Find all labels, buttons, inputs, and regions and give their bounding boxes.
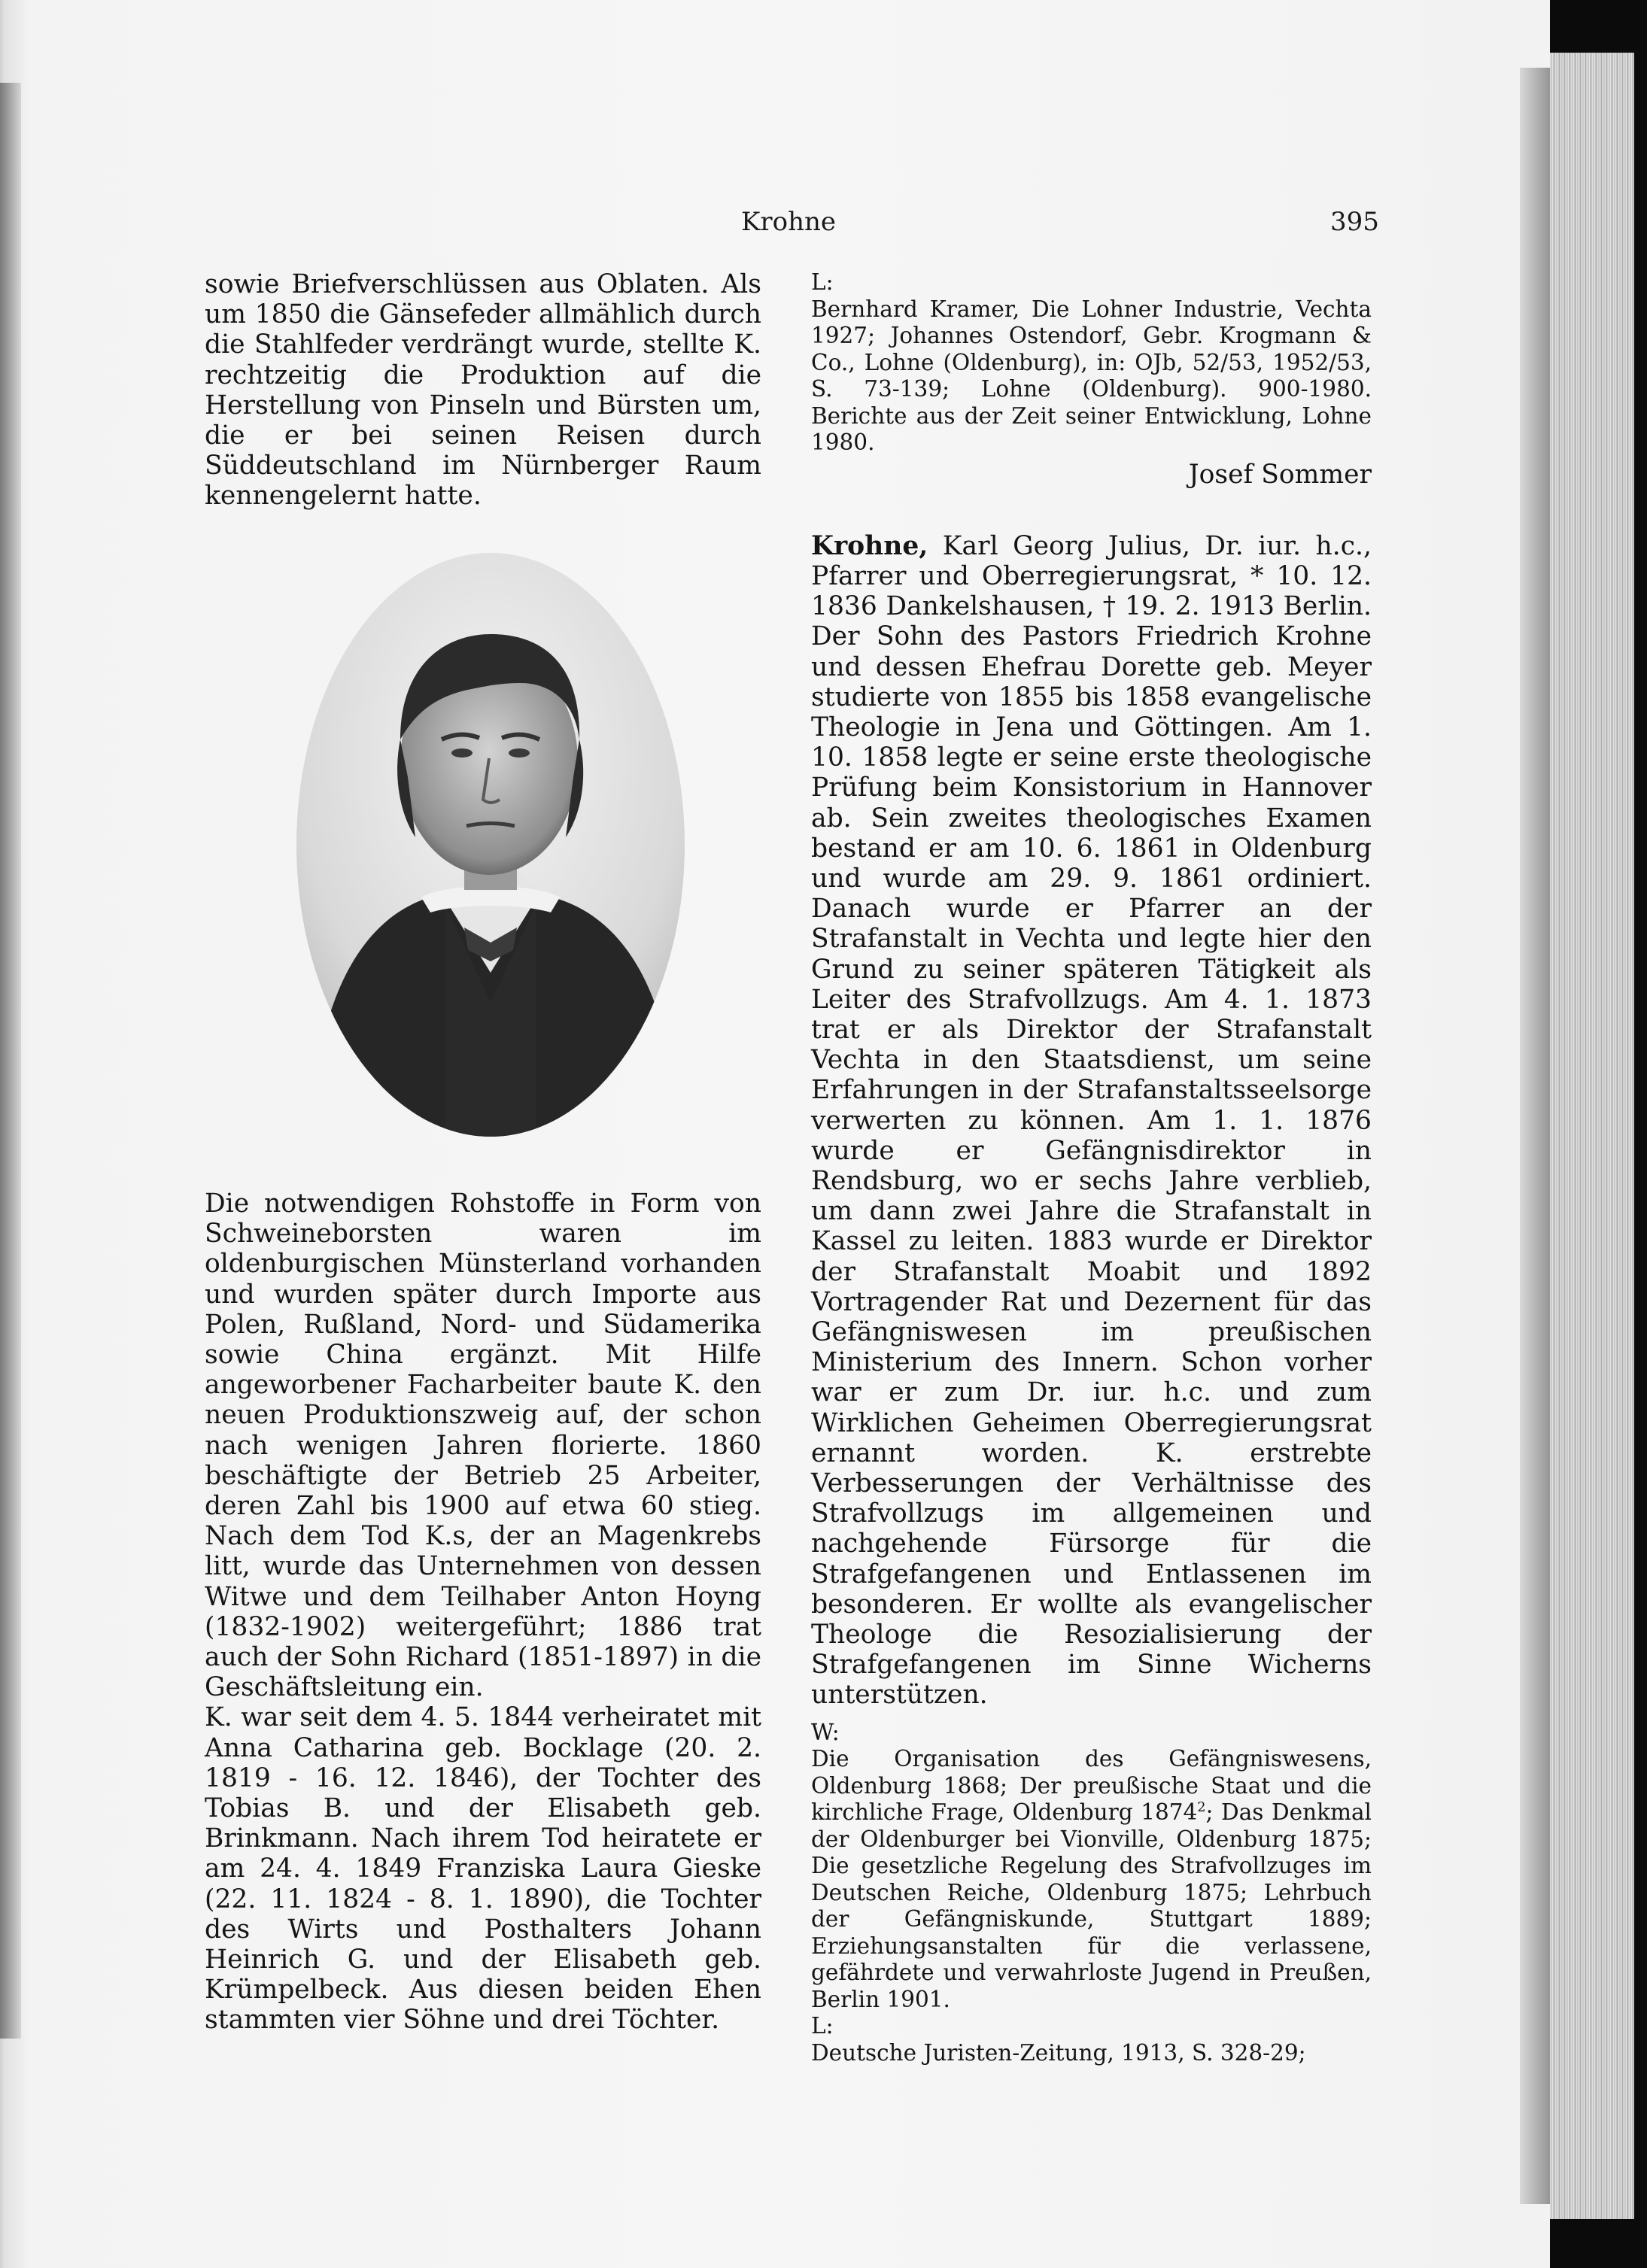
paragraph: sowie Briefverschlüssen aus Oblaten. Als um 1850 die Gänsefeder allmählich durch die Stahlfeder verdrängt wurde, stellte K. rechtzeitig die Produktion auf die Herstellung von Pinseln und Bürsten um, die er bei seinen Reisen durch Süddeutschland im Nürnberger Raum kennengelernt hatte. [205,269,761,512]
literature-text-2: Deutsche Juristen-Zeitung, 1913, S. 328-29; [811,2039,1306,2066]
book-page-edges [1550,53,1634,2219]
literature-block [811,269,1372,457]
right-column [811,269,1372,2066]
entry-paragraph [811,531,1372,1711]
literature-label: L: [811,269,834,295]
paragraph: K. war seit dem 4. 5. 1844 verheiratet mit Anna Catharina geb. Bocklage (20. 2. 1819 - 16. 12. 1846), der Tochter des Tobias B. und der Elisabeth geb. Brinkmann. Nach ihrem Tod heiratete er am 24. 4. 1849 Franziska Laura Gieske (22. 11. 1824 - 8. 1. 1890), die Tochter des Wirts und Posthalters Johann Heinrich G. und der Elisabeth geb. Krümpelbeck. Aus diesen beiden Ehen stammten vier Söhne und drei Töchter. [205,1702,761,2036]
left-column-bottom [205,1189,761,2036]
left-column-top [205,269,761,512]
works-text: Die Organisation des Gefängniswesens, Oldenburg 1868; Der preußische Staat und die kirchliche Frage, Oldenburg 1874$^2$; Das Denkmal der Oldenburger bei Vionville, Oldenburg 1875; Die gesetzliche Regelung des Strafvollzuges im Deutschen Reiche, Oldenburg 1875; Lehrbuch der Gefängniskunde, Stuttgart 1889; Erziehungsanstalten für die verlassene, gefährdete und verwahrloste Jugend in Preußen, Berlin 1901. [811,1746,1372,2012]
page-number: 395 [1330,207,1379,237]
literature-text: Bernhard Kramer, Die Lohner Industrie, Vechta 1927; Johannes Ostendorf, Gebr. Krogmann & Co., Lohne (Oldenburg), in: OJb, 52/53, 1952/53, S. 73-139; Lohne (Oldenburg). 900-1980. Berichte aus der Zeit seiner Entwicklung, Lohne 1980. [811,296,1372,455]
author-signature: Josef Sommer [1188,459,1372,490]
page-edge-shadow [1520,68,1553,2204]
works-block [811,1720,1372,2067]
entry-headword: Krohne, [811,530,928,561]
running-header: Krohne [741,207,837,237]
binding-shadow [0,83,21,2039]
entry-text: Karl Georg Julius, Dr. iur. h.c., Pfarrer und Oberregierungsrat, * 10. 12. 1836 Dankelshausen, † 19. 2. 1913 Berlin. Der Sohn des Pastors Friedrich Krohne und dessen Ehefrau Dorette geb. Meyer studierte von 1855 bis 1858 evangelische Theologie in Jena und Göttingen. Am 1. 10. 1858 legte er seine erste theologische Prüfung beim Konsistorium in Hannover ab. Sein zweites theologisches Examen bestand er am 10. 6. 1861 in Oldenburg und wurde am 29. 9. 1861 ordiniert. Danach wurde er Pfarrer an der Strafanstalt in Vechta und legte hier den Grund zu seiner späteren Tätigkeit als Leiter des Strafvollzugs. Am 4. 1. 1873 trat er als Direktor der Strafanstalt Vechta in den Staatsdienst, um seine Erfahrungen in der Strafanstaltsseelsorge verwerten zu können. Am 1. 1. 1876 wurde er Gefängnisdirektor in Rendsburg, wo er sechs Jahre verblieb, um dann zwei Jahre die Strafanstalt in Kassel zu leiten. 1883 wurde er Direktor der Strafanstalt Moabit und 1892 Vortragender Rat und Dezernent für das Gefängniswesen im preußischen Ministerium des Innern. Schon vorher war er zum Dr. iur. h.c. und zum Wirklichen Geheimen Oberregierungsrat ernannt worden. K. erstrebte Verbesserungen der Verhältnisse des Strafvollzugs im allgemeinen und nachgehende Fürsorge für die Strafgefangenen und Entlassenen im besonderen. Er wollte als evangelischer Theologe die Resozialisierung der Strafgefangenen im Sinne Wicherns unterstützen. [811,530,1372,1711]
portrait-image [295,551,686,1138]
paragraph: Die notwendigen Rohstoffe in Form von Schweineborsten waren im oldenburgischen Münsterland vorhanden und wurden später durch Importe aus Polen, Rußland, Nord- und Südamerika sowie China ergänzt. Mit Hilfe angeworbener Facharbeiter baute K. den neuen Produktionszweig auf, der schon nach wenigen Jahren florierte. 1860 beschäftigte der Betrieb 25 Arbeiter, deren Zahl bis 1900 auf etwa 60 stieg. Nach dem Tod K.s, der an Magenkrebs litt, wurde das Unternehmen von dessen Witwe und dem Teilhaber Anton Hoyng (1832-1902) weitergeführt; 1886 trat auch der Sohn Richard (1851-1897) in die Geschäftsleitung ein. [205,1189,761,1703]
works-label: W: [811,1719,840,1745]
literature-label-2: L: [811,2013,834,2039]
